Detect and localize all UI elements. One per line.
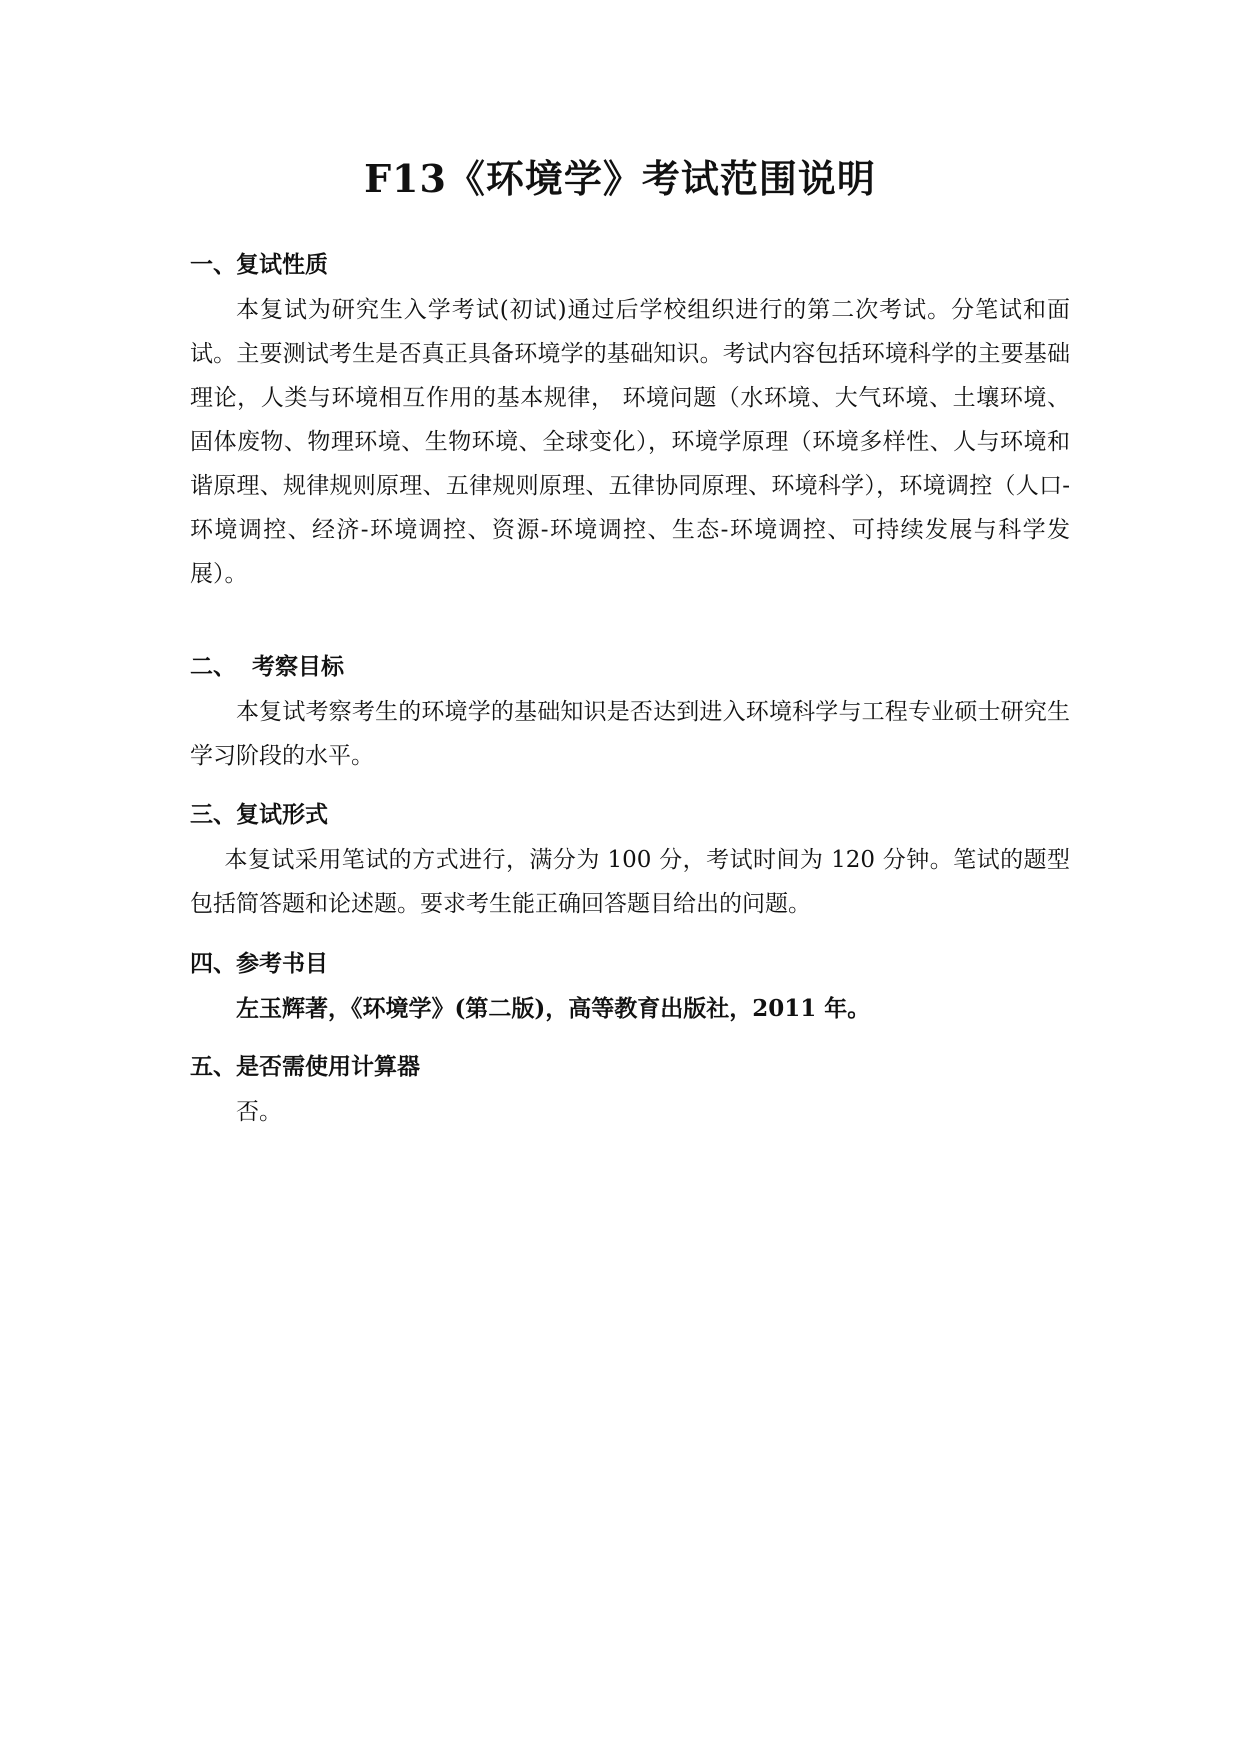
section-nature [190,250,1070,596]
section-heading: 一、复试性质 [190,252,328,278]
section-calculator [190,1052,1070,1134]
section-body: 本复试为研究生入学考试(初试)通过后学校组织进行的第二次考试。分笔试和面试。主要测试考生是否真正具备环境学的基础知识。考试内容包括环境科学的主要基础理论，人类与环境相互作用的基本规律， 环境问题（水环境、大气环境、土壤环境、固体废物、物理环境、生物环境、全球变化），环境学原理（环境多样性、人与环境和谐原理、规律规则原理、五律规则原理、五律协同原理、环境科学），环境调控（人口-环境调控、经济-环境调控、资源-环境调控、生态-环境调控、可持续发展与科学发展）。 [190,297,1070,587]
section-body: 本复试采用笔试的方式进行，满分为 100 分，考试时间为 120 分钟。笔试的题型包括简答题和论述题。要求考生能正确回答题目给出的问题。 [190,847,1070,917]
reference-book: 左玉辉著，《环境学》(第二版)，高等教育出版社，2011 年。 [236,995,871,1022]
section-objectives [190,652,1070,778]
section-format [190,800,1070,926]
section-heading: 四、参考书目 [190,951,328,977]
section-heading: 五、是否需使用计算器 [190,1054,420,1080]
page-title: F13《环境学》考试范围说明 [364,156,876,201]
section-heading: 二、 考察目标 [190,654,345,680]
section-body: 否。 [236,1099,282,1125]
section-heading: 三、复试形式 [190,802,328,828]
section-references [190,949,1070,1031]
section-body: 本复试考察考生的环境学的基础知识是否达到进入环境科学与工程专业硕士研究生学习阶段的水平。 [190,699,1070,769]
